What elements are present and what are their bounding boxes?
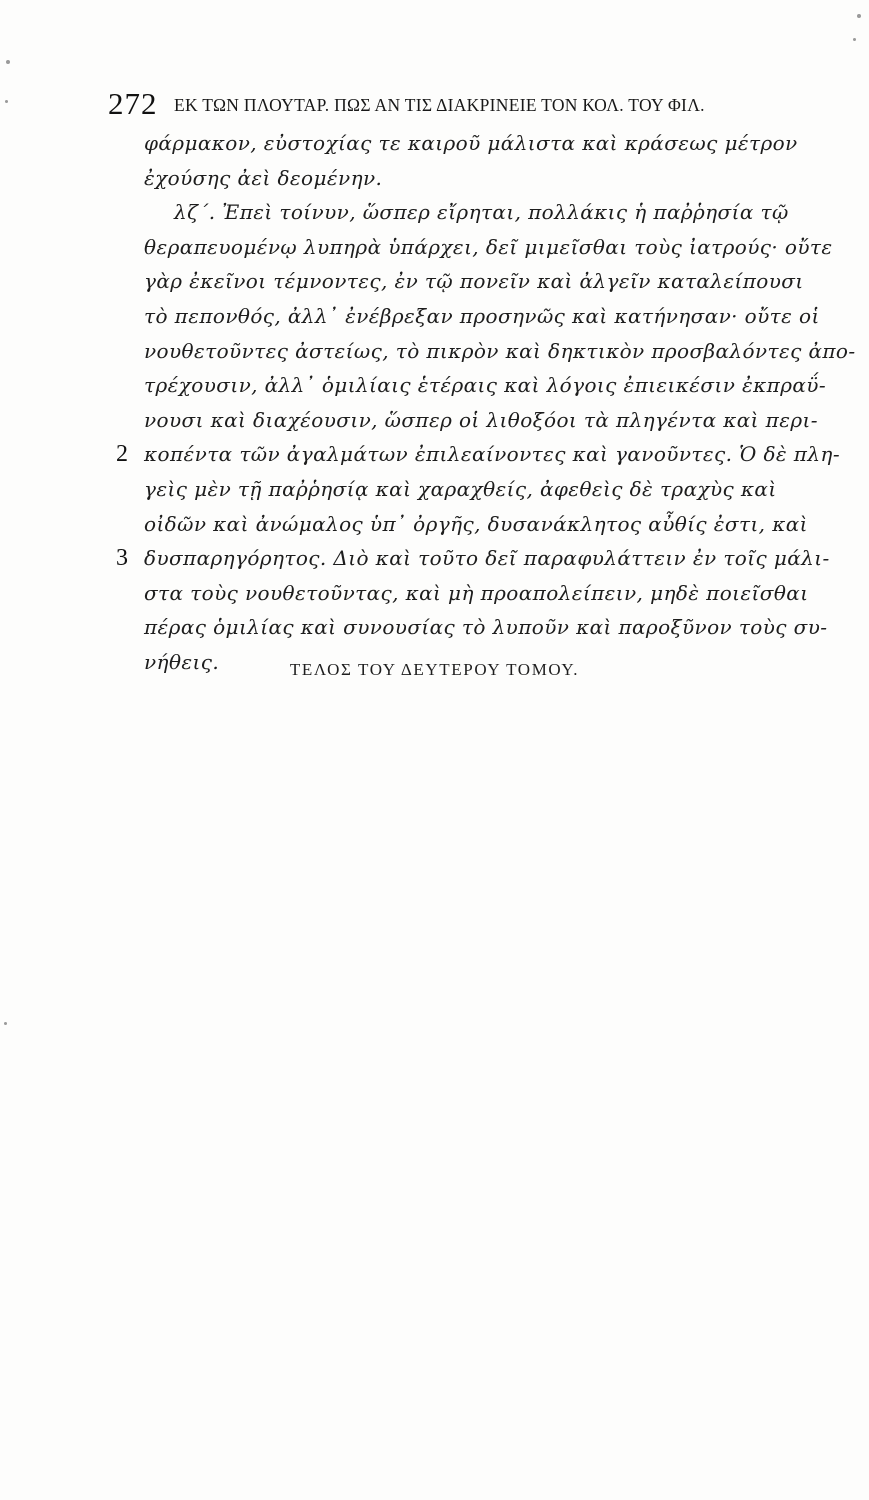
- text-line-with-margin-number: [116, 437, 840, 472]
- section-start-line: λζ΄. Ἐπεὶ τοίνυν, ὥσπερ εἴρηται, πολλάκις ἡ παῤῥησία τῷ: [174, 200, 789, 225]
- paper-speck: [5, 100, 8, 103]
- text-line: γὰρ ἐκεῖνοι τέμνοντες, ἐν τῷ πονεῖν καὶ ἀλγεῖν καταλείπουσι: [144, 269, 804, 294]
- paper-speck: [857, 14, 861, 18]
- text-line: φάρμακον, εὐστοχίας τε καιροῦ μάλιστα καὶ κράσεως μέτρον: [144, 131, 798, 155]
- text-line: τρέχουσιν, ἀλλ᾽ ὁμιλίαις ἑτέραις καὶ λόγοις ἐπιεικέσιν ἐκπραΰ-: [144, 373, 827, 398]
- text-line: νήθεις.: [144, 649, 220, 674]
- text-line-content: κοπέντα τῶν ἀγαλμάτων ἐπιλεαίνοντες καὶ γανοῦντες. Ὁ δὲ πλη-: [144, 442, 840, 467]
- text-line: ἐχούσης ἀεὶ δεομένην.: [144, 165, 383, 190]
- text-line: νουσι καὶ διαχέουσιν, ὥσπερ οἱ λιθοξόοι τὰ πληγέντα καὶ περι-: [144, 407, 818, 432]
- body-text: [116, 126, 856, 680]
- paper-speck: [4, 1022, 7, 1025]
- text-line: γεὶς μὲν τῇ παῤῥησίᾳ καὶ χαραχθείς, ἀφεθεὶς δὲ τραχὺς καὶ: [144, 476, 777, 501]
- end-of-volume-title: ΤΕΛΟΣ ΤΟΥ ΔΕΥΤΕΡΟΥ ΤΟΜΟΥ.: [289, 660, 580, 679]
- running-head: ΕΚ ΤΩΝ ΠΛΟΥΤΑΡ. ΠΩΣ ΑΝ ΤΙΣ ΔΙΑΚΡΙΝΕΙΕ ΤΟΝ ΚΟΛ. ΤΟΥ ΦΙΛ.: [174, 95, 705, 115]
- text-line-content: δυσπαρηγόρητος. Διὸ καὶ τοῦτο δεῖ παραφυλάττειν ἐν τοῖς μάλι-: [144, 546, 830, 571]
- text-line: νουθετοῦντες ἀστείως, τὸ πικρὸν καὶ δηκτικὸν προσβαλόντες ἀπο-: [144, 338, 856, 363]
- text-line: θεραπευομένῳ λυπηρὰ ὑπάρχει, δεῖ μιμεῖσθαι τοὺς ἰατρούς· οὔτε: [144, 234, 833, 259]
- text-line-with-margin-number: [116, 541, 830, 576]
- margin-number: 3: [116, 545, 129, 572]
- page-number: 272: [108, 86, 158, 121]
- paper-speck: [6, 60, 10, 64]
- text-line: πέρας ὁμιλίας καὶ συνουσίας τὸ λυποῦν καὶ παροξῦνον τοὺς συ-: [144, 615, 828, 640]
- text-line: τὸ πεπονθός, ἀλλ᾽ ἐνέβρεξαν προσηνῶς καὶ κατήνησαν· οὔτε οἱ: [144, 303, 820, 328]
- page-header: [108, 84, 820, 124]
- margin-number: 2: [116, 441, 129, 468]
- text-line: οἰδῶν καὶ ἀνώμαλος ὑπ᾽ ὀργῆς, δυσανάκλητος αὖθίς ἐστι, καὶ: [144, 511, 808, 536]
- text-line: στα τοὺς νουθετοῦντας, καὶ μὴ προαπολείπειν, μηδὲ ποιεῖσθαι: [144, 580, 809, 605]
- paper-speck: [853, 38, 856, 41]
